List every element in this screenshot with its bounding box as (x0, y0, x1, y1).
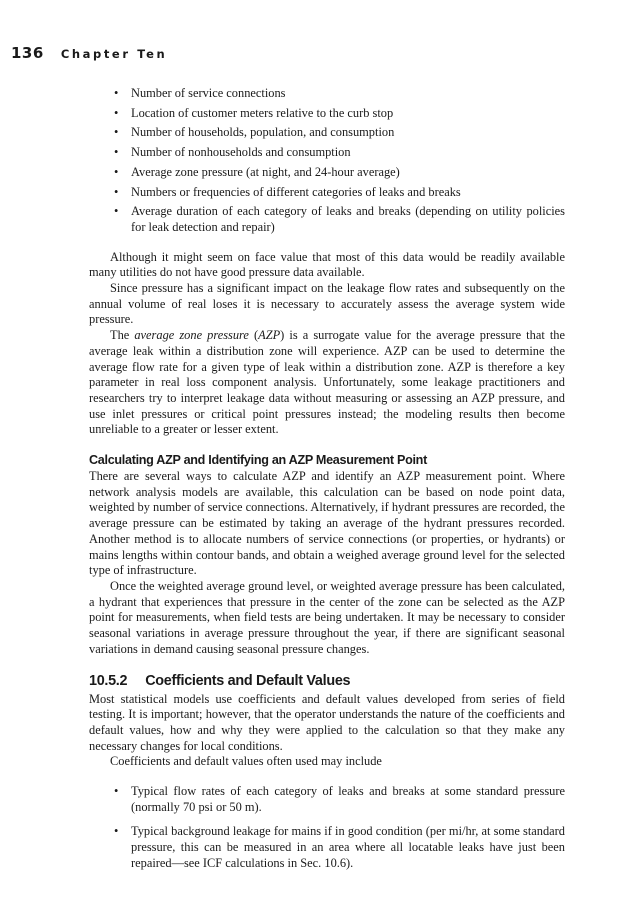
chapter-title: Chapter Ten (60, 47, 168, 61)
paragraph: Most statistical models use coefficients and default values developed from series of field testing. It is important; however, that the operator understands the nature of the coefficients and default values, how and why they were applied to the calculation so that they make any necessary changes for local conditions. (89, 691, 565, 753)
list-item: • Average zone pressure (at night, and 24-hour average) (112, 165, 565, 181)
list-item: • Numbers or frequencies of different categories of leaks and breaks (112, 185, 565, 201)
list-item: • Typical flow rates of each category of leaks and breaks at some standard pressure (normally 70 psi or 50 m). (112, 784, 565, 815)
paragraph: Once the weighted average ground level, or weighted average pressure has been calculated, a hydrant that experiences that pressure in the center of the zone can be selected as the AZP point for measurements, when field tests are being undertaken. It may be necessary to consider seasonal variations in average pressure throughout the year, if there are significant seasonal variations in demand causing seasonal pressure changes. (89, 578, 565, 656)
paragraph: Although it might seem on face value that most of this data would be readily available many utilities do not have good pressure data available. (89, 249, 565, 280)
list-item: • Average duration of each category of leaks and breaks (depending on utility policies for leak detection and repair) (112, 204, 565, 235)
paragraph-lead: The (110, 328, 130, 343)
paragraph-rest: is a surrogate value for the average pressure that the average leak within a distribution zone will experience. AZP can be used to determine the average flow rate for a given type of leak within a distribution zone. AZP is therefore a key parameter in real loss component analysis. Unfortunately, some leakage practitioners and researchers try to interpret leakage data without measuring or assessing an AZP pressure, and use inlet pressures or critical point pressures instead; the modeling results then become unreliable to a greater or lesser extent. (89, 328, 565, 437)
term-abbreviation: AZP (258, 328, 281, 343)
paragraph: There are several ways to calculate AZP and identify an AZP measurement point. Where network analysis models are available, this calculation can be based on node point data, weighted by number of service connections. Alternatively, if hydrant pressures are recorded, the average pressure can be estimated by taking an average of the hydrant pressures recorded. Another method is to allocate numbers of service connections (or properties, or hydrants) or mains lengths within contour bands, and obtain a weighed average ground level for the selected type of infrastructure. (89, 469, 565, 578)
paragraph-azp-definition: The average zone pressure (AZP) is a surrogate value for the average pressure that the average leak within a distribution zone will experience. AZP can be used to determine the average flow rate for a given type of leak within a distribution zone. AZP is therefore a key parameter in real loss component analysis. Unfortunately, some leakage practitioners and researchers try to interpret leakage data without measuring or assessing an AZP pressure, and use inlet pressures or critical point pressures instead; the modeling results then become unreliable to a greater or lesser extent. (89, 328, 565, 437)
paragraph: Since pressure has a significant impact on the leakage flow rates and subsequently on the annual volume of real loses it is necessary to accurately assess the average system wide pressure. (89, 281, 565, 327)
defined-term: average zone pressure (134, 328, 249, 343)
list-item: • Number of service connections (112, 86, 565, 102)
paragraph: Coefficients and default values often used may include (110, 754, 382, 769)
data-requirements-list (89, 86, 565, 236)
subsection-heading: Calculating AZP and Identifying an AZP Measurement Point (89, 453, 427, 468)
page-body (89, 86, 565, 881)
section-title: Coefficients and Default Values (145, 672, 351, 689)
coefficients-list (89, 784, 565, 872)
list-item: • Location of customer meters relative to the curb stop (112, 106, 565, 122)
section-number: 10.5.2 (89, 672, 128, 689)
list-item: • Number of nonhouseholds and consumption (112, 145, 565, 161)
section-heading (89, 673, 565, 690)
list-item: • Typical background leakage for mains if in good condition (per mi/hr, at some standard pressure, this can be measured in an area where all locatable leaks have just been repaired—see ICF calculations in Sec. 10.6). (112, 824, 565, 871)
page-number: 136 (11, 44, 44, 62)
page-header (11, 44, 167, 62)
list-item: • Number of households, population, and consumption (112, 125, 565, 141)
